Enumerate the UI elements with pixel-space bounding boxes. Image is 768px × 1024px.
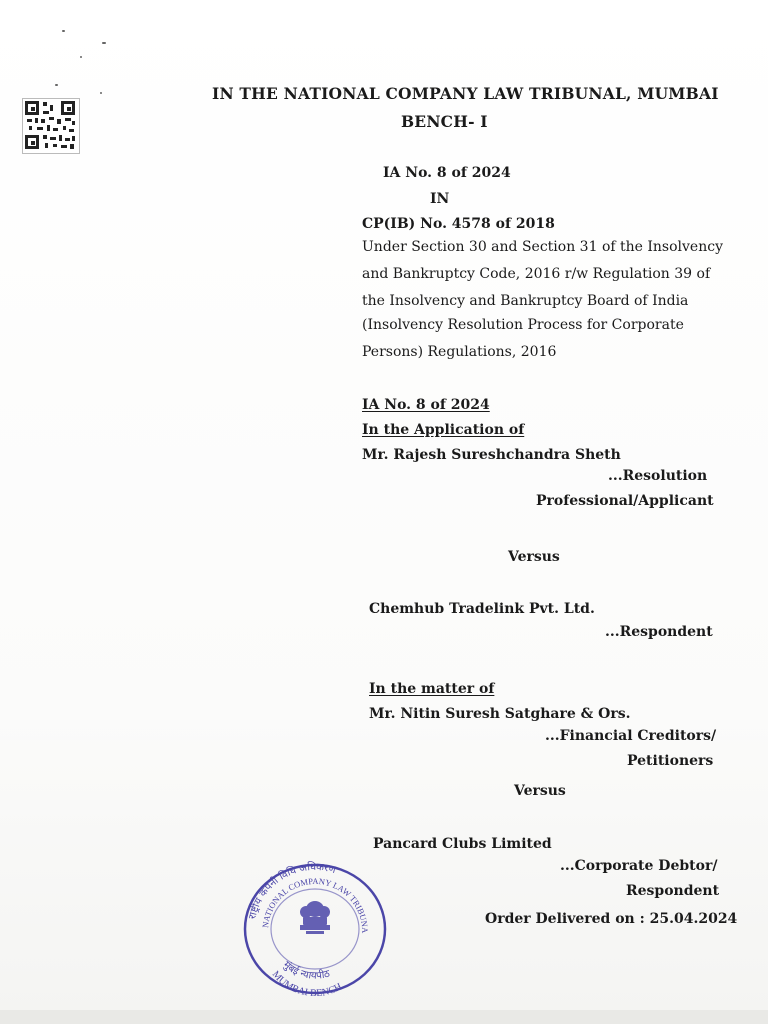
section-line: (Insolvency Resolution Process for Corporate: [362, 317, 684, 333]
respondent-name: Chemhub Tradelink Pvt. Ltd.: [369, 601, 595, 617]
svg-text:मुंबई न्यायपीठ: [281, 959, 331, 982]
tribunal-heading: IN THE NATIONAL COMPANY LAW TRIBUNAL, MUMBAI: [212, 84, 719, 103]
in-connector: IN: [430, 191, 450, 207]
petitioner-role: ...Financial Creditors/: [545, 728, 717, 744]
order-delivered-date: Order Delivered on : 25.04.2024: [485, 911, 738, 927]
page-bottom-edge: [0, 1010, 768, 1024]
scan-speck: [80, 56, 82, 58]
scan-speck: [102, 42, 106, 44]
petitioner-role: Petitioners: [627, 753, 714, 769]
scan-speck: [62, 30, 65, 32]
stamp-english-bottom: MUMBAI BENCH: [269, 969, 344, 997]
tribunal-seal-stamp: [240, 857, 390, 997]
debtor-role: ...Corporate Debtor/: [560, 858, 718, 874]
application-ia-number: IA No. 8 of 2024: [362, 397, 490, 413]
scan-speck: [55, 84, 58, 86]
cp-number: CP(IB) No. 4578 of 2018: [362, 216, 555, 232]
section-line: Persons) Regulations, 2016: [362, 344, 557, 360]
section-line: the Insolvency and Bankruptcy Board of India: [362, 293, 689, 309]
bench-heading: BENCH- I: [401, 112, 488, 131]
state-emblem-icon: [300, 901, 330, 934]
applicant-role: ...Resolution: [608, 468, 708, 484]
petitioner-name: Mr. Nitin Suresh Satghare & Ors.: [369, 706, 631, 722]
section-line: Under Section 30 and Section 31 of the Insolvency: [362, 239, 723, 255]
respondent-role: ...Respondent: [605, 624, 713, 640]
stamp-english-top: NATIONAL COMPANY LAW TRIBUNA: [260, 875, 371, 934]
debtor-name: Pancard Clubs Limited: [373, 836, 552, 852]
versus-label: Versus: [508, 549, 560, 565]
application-heading: In the Application of: [362, 422, 525, 438]
debtor-role: Respondent: [626, 883, 720, 899]
applicant-role: Professional/Applicant: [536, 493, 714, 509]
versus-label: Versus: [514, 783, 566, 799]
applicant-name: Mr. Rajesh Sureshchandra Sheth: [362, 447, 621, 463]
scan-speck: [100, 92, 102, 94]
ia-number-top: IA No. 8 of 2024: [383, 165, 511, 181]
matter-heading: In the matter of: [369, 681, 495, 697]
stamp-hindi-top: राष्ट्रीय कंपनी विधि अधिकरण: [247, 861, 337, 921]
stamp-hindi-bottom: मुंबई न्यायपीठ: [280, 959, 332, 982]
qr-code-icon: [22, 98, 80, 154]
section-line: and Bankruptcy Code, 2016 r/w Regulation 39 of: [362, 266, 711, 282]
